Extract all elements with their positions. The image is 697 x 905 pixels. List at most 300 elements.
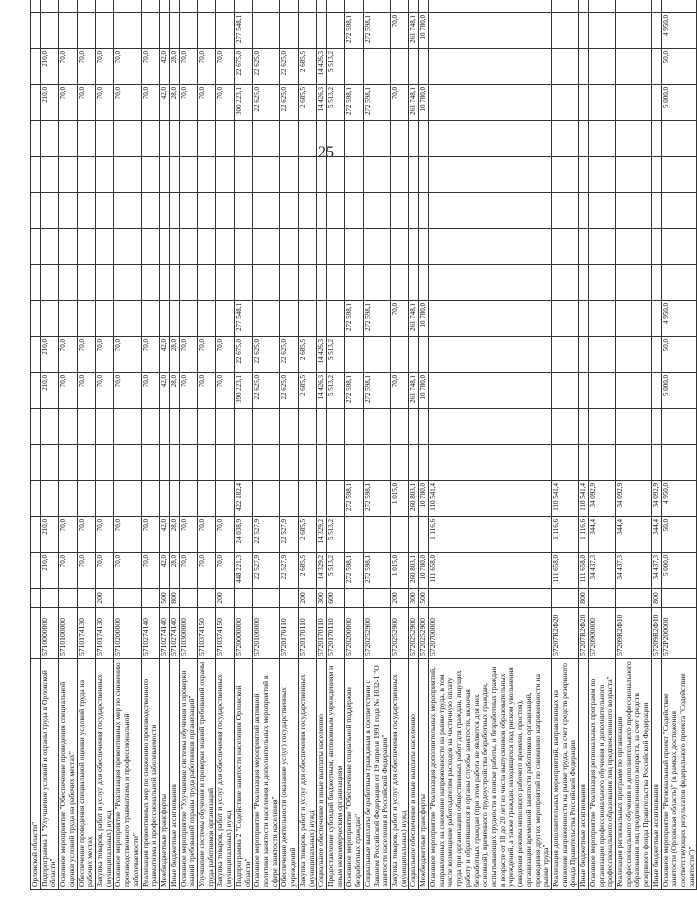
row-amount-cell	[588, 373, 615, 409]
row-amount-cell	[40, 229, 58, 265]
row-code-cell: 5710100000	[59, 608, 77, 659]
row-code-cell: 5710274140	[169, 608, 179, 659]
row-amount-cell: 34 092,9	[616, 481, 652, 517]
row-amount-cell: 272 598,1	[345, 373, 363, 409]
row-amount-cell	[114, 13, 141, 49]
row-amount-cell: 70,0	[114, 49, 141, 85]
row-amount-cell	[141, 445, 159, 481]
row-amount-cell	[651, 193, 661, 229]
row-amount-cell	[419, 409, 429, 445]
row-amount-cell: 22 625,0	[253, 373, 280, 409]
row-amount-cell	[114, 193, 141, 229]
row-amount-cell	[59, 121, 77, 157]
row-code-cell: 5710374150	[197, 608, 215, 659]
row-amount-cell	[141, 0, 159, 13]
row-amount-cell: 22 527,9	[253, 517, 280, 553]
row-amount-cell	[419, 337, 429, 373]
row-amount-cell	[616, 373, 652, 409]
row-amount-cell	[169, 0, 179, 13]
row-amount-cell: 22 625,0	[253, 49, 280, 85]
row-amount-cell	[31, 229, 41, 265]
row-vr-cell	[77, 589, 95, 608]
row-amount-cell	[31, 0, 41, 13]
table-row	[141, 0, 159, 890]
row-amount-cell	[160, 157, 170, 193]
row-amount-cell	[651, 409, 661, 445]
row-amount-cell	[179, 301, 197, 337]
row-amount-cell: 70,0	[216, 553, 234, 589]
row-amount-cell	[197, 229, 215, 265]
row-amount-cell: 277 548,1	[234, 13, 252, 49]
row-name-cell: Социальное обеспечение и иные выплаты населению	[409, 659, 419, 890]
row-amount-cell: 111 658,0	[579, 553, 589, 589]
row-amount-cell	[77, 121, 95, 157]
row-amount-cell: 272 598,1	[363, 85, 390, 121]
row-amount-cell	[428, 0, 551, 13]
row-amount-cell	[31, 49, 41, 85]
row-amount-cell	[409, 193, 419, 229]
row-amount-cell: 272 598,1	[363, 301, 390, 337]
row-amount-cell	[551, 193, 578, 229]
row-amount-cell	[651, 157, 661, 193]
row-amount-cell	[141, 193, 159, 229]
row-amount-cell: 14 329,2	[317, 517, 327, 553]
row-amount-cell	[160, 265, 170, 301]
row-amount-cell	[216, 445, 234, 481]
row-amount-cell: 390 223,1	[234, 373, 252, 409]
row-amount-cell	[409, 49, 419, 85]
table-row	[661, 0, 697, 890]
row-amount-cell	[31, 409, 41, 445]
row-amount-cell	[551, 85, 578, 121]
budget-table-body	[31, 0, 697, 890]
row-amount-cell: 1 116,6	[579, 517, 589, 553]
row-amount-cell: 42,0	[160, 85, 170, 121]
row-amount-cell	[579, 13, 589, 49]
row-amount-cell: 22 527,9	[280, 553, 298, 589]
row-amount-cell	[551, 13, 578, 49]
row-amount-cell	[588, 157, 615, 193]
row-amount-cell: 70,0	[141, 517, 159, 553]
row-amount-cell	[428, 121, 551, 157]
row-amount-cell: 22 625,0	[253, 337, 280, 373]
row-amount-cell	[419, 265, 429, 301]
row-amount-cell: 70,0	[59, 337, 77, 373]
row-amount-cell	[661, 193, 697, 229]
row-amount-cell	[363, 49, 390, 85]
row-amount-cell: 34 437,3	[651, 553, 661, 589]
row-amount-cell: 5 513,2	[327, 49, 345, 85]
row-amount-cell	[391, 49, 409, 85]
row-amount-cell: 70,0	[96, 337, 114, 373]
row-amount-cell	[327, 13, 345, 49]
row-name-cell: Основное мероприятие "Реализация превентивных мер по снижению производственного травматизма и профессиональной заболеваемости"	[114, 659, 141, 890]
row-amount-cell: 14 329,2	[317, 553, 327, 589]
row-amount-cell	[551, 0, 578, 13]
row-amount-cell: 5 513,2	[327, 337, 345, 373]
row-amount-cell: 70,0	[179, 517, 197, 553]
row-amount-cell: 272 598,1	[345, 481, 363, 517]
row-amount-cell	[280, 481, 298, 517]
row-amount-cell	[428, 373, 551, 409]
row-amount-cell	[363, 337, 390, 373]
row-amount-cell	[114, 157, 141, 193]
table-row	[234, 0, 252, 890]
row-amount-cell	[114, 445, 141, 481]
row-name-cell: Орловской области"	[31, 659, 41, 890]
row-amount-cell	[169, 157, 179, 193]
row-amount-cell	[588, 193, 615, 229]
row-amount-cell	[169, 193, 179, 229]
row-name-cell: Реализация региональных программ по организации профессионального обучения и дополнительного профессионального образования лиц предпенсионного возраста, за счет средств резервного фонда Правительства Российской Федерации	[616, 659, 652, 890]
row-amount-cell: 261 748,1	[409, 373, 419, 409]
row-amount-cell: 70,0	[114, 517, 141, 553]
row-name-cell: Основное мероприятие "Реализация мероприятий активной политики занятости населения и дополнительных мероприятий в сфере занятости населения"	[253, 659, 280, 890]
row-amount-cell	[216, 301, 234, 337]
row-amount-cell	[234, 229, 252, 265]
row-amount-cell: 272 598,1	[363, 481, 390, 517]
row-amount-cell	[253, 265, 280, 301]
table-row	[96, 0, 114, 890]
row-amount-cell: 272 598,1	[363, 13, 390, 49]
row-amount-cell	[31, 517, 41, 553]
row-amount-cell: 344,4	[588, 517, 615, 553]
row-amount-cell	[651, 265, 661, 301]
row-amount-cell: 28,0	[169, 337, 179, 373]
row-amount-cell	[551, 373, 578, 409]
page-number: 25	[318, 144, 334, 161]
row-amount-cell: 210,0	[40, 337, 58, 373]
row-amount-cell	[197, 121, 215, 157]
row-vr-cell	[114, 589, 141, 608]
row-amount-cell: 70,0	[216, 49, 234, 85]
row-amount-cell	[77, 481, 95, 517]
row-name-cell: Реализация превентивных мер по снижению производственного травматизма и профессиональной заболеваемости	[141, 659, 159, 890]
row-amount-cell: 34 437,3	[616, 553, 652, 589]
row-amount-cell	[391, 229, 409, 265]
row-name-cell: Основное мероприятие "Обеспечение социальной поддержки безработных граждан"	[345, 659, 363, 890]
row-code-cell: 5710300000	[179, 608, 197, 659]
row-amount-cell	[197, 481, 215, 517]
row-amount-cell	[317, 229, 327, 265]
row-amount-cell	[428, 409, 551, 445]
row-amount-cell	[253, 409, 280, 445]
row-amount-cell	[317, 0, 327, 13]
row-amount-cell	[298, 301, 316, 337]
row-amount-cell	[551, 121, 578, 157]
row-amount-cell	[327, 301, 345, 337]
row-amount-cell: 272 598,1	[345, 13, 363, 49]
row-amount-cell	[551, 337, 578, 373]
row-amount-cell: 5 000,0	[661, 553, 697, 589]
row-vr-cell	[59, 589, 77, 608]
row-amount-cell: 22 675,0	[234, 49, 252, 85]
row-amount-cell: 34 437,3	[588, 553, 615, 589]
row-name-cell: Закупка товаров, работ и услуг для обеспечения государственных (муниципальных) нужд	[96, 659, 114, 890]
row-amount-cell	[651, 373, 661, 409]
row-amount-cell	[588, 85, 615, 121]
row-amount-cell	[40, 445, 58, 481]
row-amount-cell	[363, 193, 390, 229]
row-amount-cell: 22 625,0	[280, 85, 298, 121]
table-row	[216, 0, 234, 890]
row-amount-cell	[616, 0, 652, 13]
row-amount-cell	[40, 121, 58, 157]
row-amount-cell	[363, 445, 390, 481]
row-amount-cell	[160, 229, 170, 265]
row-amount-cell	[77, 265, 95, 301]
row-amount-cell	[409, 337, 419, 373]
row-name-cell: Обеспечение деятельности (оказание услуг) государственных учреждений	[280, 659, 298, 890]
row-amount-cell	[616, 301, 652, 337]
row-amount-cell	[40, 265, 58, 301]
row-vr-cell: 800	[169, 589, 179, 608]
row-vr-cell	[661, 589, 697, 608]
row-amount-cell: 70,0	[391, 301, 409, 337]
row-amount-cell	[40, 193, 58, 229]
row-vr-cell	[428, 589, 551, 608]
row-amount-cell	[169, 265, 179, 301]
row-amount-cell	[391, 517, 409, 553]
table-row	[197, 0, 215, 890]
row-amount-cell: 42,0	[160, 337, 170, 373]
row-amount-cell	[428, 85, 551, 121]
row-amount-cell	[280, 229, 298, 265]
row-amount-cell: 70,0	[96, 49, 114, 85]
row-amount-cell	[327, 409, 345, 445]
table-row	[428, 0, 551, 890]
row-amount-cell: 70,0	[197, 517, 215, 553]
row-amount-cell	[579, 157, 589, 193]
row-amount-cell	[59, 409, 77, 445]
row-amount-cell	[169, 229, 179, 265]
row-amount-cell	[77, 301, 95, 337]
row-amount-cell	[160, 301, 170, 337]
row-amount-cell: 70,0	[96, 553, 114, 589]
row-amount-cell	[179, 409, 197, 445]
budget-table	[30, 0, 697, 890]
row-amount-cell: 70,0	[391, 13, 409, 49]
table-row	[551, 0, 578, 890]
table-row	[616, 0, 652, 890]
row-name-cell: Предоставление субсидий бюджетным, автономным учреждениям и иным некоммерческим организациям	[327, 659, 345, 890]
row-code-cell: 5710174130	[77, 608, 95, 659]
row-amount-cell: 210,0	[40, 517, 58, 553]
row-amount-cell	[317, 445, 327, 481]
row-amount-cell	[141, 121, 159, 157]
row-amount-cell: 70,0	[114, 337, 141, 373]
row-amount-cell	[616, 265, 652, 301]
row-amount-cell: 1 116,6	[428, 517, 551, 553]
row-vr-cell	[363, 589, 390, 608]
table-row	[579, 0, 589, 890]
row-amount-cell	[298, 409, 316, 445]
row-amount-cell	[651, 445, 661, 481]
row-amount-cell	[579, 265, 589, 301]
row-amount-cell	[31, 13, 41, 49]
row-amount-cell: 14 426,3	[317, 85, 327, 121]
row-amount-cell: 70,0	[96, 373, 114, 409]
table-row	[253, 0, 280, 890]
row-name-cell: Закупка товаров, работ и услуг для обеспечения государственных (муниципальных) нужд	[391, 659, 409, 890]
row-amount-cell	[419, 121, 429, 157]
row-amount-cell	[280, 409, 298, 445]
row-amount-cell: 70,0	[77, 49, 95, 85]
table-row	[345, 0, 363, 890]
row-amount-cell	[428, 49, 551, 85]
table-row	[327, 0, 345, 890]
row-amount-cell	[77, 193, 95, 229]
row-amount-cell	[579, 373, 589, 409]
row-amount-cell	[327, 229, 345, 265]
row-amount-cell	[298, 121, 316, 157]
row-amount-cell	[31, 445, 41, 481]
table-row	[651, 0, 661, 890]
row-amount-cell: 50,0	[661, 337, 697, 373]
row-amount-cell	[661, 409, 697, 445]
row-amount-cell	[253, 0, 280, 13]
row-amount-cell	[409, 265, 419, 301]
row-amount-cell	[253, 157, 280, 193]
row-amount-cell	[280, 0, 298, 13]
row-amount-cell	[616, 49, 652, 85]
row-vr-cell	[234, 589, 252, 608]
row-code-cell: 5720170110	[317, 608, 327, 659]
row-name-cell: Иные бюджетные ассигнования	[169, 659, 179, 890]
row-amount-cell	[616, 193, 652, 229]
row-amount-cell	[317, 301, 327, 337]
row-amount-cell	[551, 445, 578, 481]
row-amount-cell: 70,0	[114, 85, 141, 121]
row-amount-cell: 70,0	[59, 553, 77, 589]
row-name-cell: Иные бюджетные ассигнования	[651, 659, 661, 890]
row-amount-cell	[160, 13, 170, 49]
budget-table-sheet	[30, 15, 696, 890]
row-amount-cell	[31, 301, 41, 337]
row-amount-cell	[345, 229, 363, 265]
row-amount-cell: 70,0	[391, 373, 409, 409]
row-amount-cell: 70,0	[77, 517, 95, 553]
row-amount-cell	[419, 445, 429, 481]
row-amount-cell	[391, 337, 409, 373]
row-name-cell: Закупка товаров, работ и услуг для обеспечения государственных (муниципальных) нужд	[216, 659, 234, 890]
row-amount-cell	[179, 0, 197, 13]
row-amount-cell	[298, 265, 316, 301]
table-row	[298, 0, 316, 890]
row-amount-cell: 277 548,1	[234, 301, 252, 337]
row-amount-cell	[327, 265, 345, 301]
row-amount-cell	[661, 157, 697, 193]
row-amount-cell: 272 598,1	[345, 301, 363, 337]
row-amount-cell	[59, 445, 77, 481]
row-amount-cell	[661, 265, 697, 301]
row-amount-cell: 70,0	[77, 337, 95, 373]
row-amount-cell	[197, 193, 215, 229]
row-amount-cell	[253, 13, 280, 49]
row-amount-cell	[216, 0, 234, 13]
table-row	[280, 0, 298, 890]
row-amount-cell: 28,0	[169, 517, 179, 553]
row-amount-cell: 22 527,9	[280, 517, 298, 553]
row-amount-cell	[31, 193, 41, 229]
row-amount-cell	[428, 157, 551, 193]
row-amount-cell: 70,0	[114, 553, 141, 589]
row-amount-cell: 2 685,5	[298, 49, 316, 85]
row-amount-cell	[234, 157, 252, 193]
row-code-cell: 5720252900	[391, 608, 409, 659]
row-name-cell: Реализация дополнительных мероприятий, направленных на снижение напряженности на рынке труда, за счет средств резервного фонда Правительства Российской Федерации	[551, 659, 578, 890]
row-amount-cell	[345, 445, 363, 481]
row-amount-cell	[588, 409, 615, 445]
row-amount-cell	[579, 85, 589, 121]
row-amount-cell	[327, 157, 345, 193]
row-amount-cell	[40, 481, 58, 517]
row-amount-cell: 22 675,0	[234, 337, 252, 373]
row-amount-cell: 272 598,1	[345, 85, 363, 121]
row-amount-cell	[31, 157, 41, 193]
row-amount-cell: 22 625,0	[280, 337, 298, 373]
row-amount-cell	[428, 193, 551, 229]
row-amount-cell	[327, 193, 345, 229]
row-amount-cell	[31, 85, 41, 121]
row-amount-cell: 70,0	[179, 337, 197, 373]
row-amount-cell: 70,0	[216, 373, 234, 409]
row-amount-cell	[141, 157, 159, 193]
row-amount-cell	[298, 157, 316, 193]
row-amount-cell	[317, 13, 327, 49]
row-amount-cell	[327, 0, 345, 13]
row-amount-cell	[160, 0, 170, 13]
row-amount-cell: 70,0	[179, 85, 197, 121]
row-name-cell: Основное мероприятие "Улучшение системы обучения и проверки знаний требований охраны труда работников организаций"	[179, 659, 197, 890]
row-amount-cell	[160, 193, 170, 229]
row-amount-cell	[77, 229, 95, 265]
row-amount-cell	[391, 157, 409, 193]
row-amount-cell	[363, 265, 390, 301]
row-amount-cell	[216, 13, 234, 49]
row-amount-cell	[96, 409, 114, 445]
row-amount-cell	[661, 0, 697, 13]
row-code-cell: 57207R2Ф20	[579, 608, 589, 659]
row-amount-cell	[298, 481, 316, 517]
row-amount-cell	[234, 121, 252, 157]
row-amount-cell	[253, 445, 280, 481]
row-amount-cell	[280, 265, 298, 301]
row-amount-cell	[327, 481, 345, 517]
row-amount-cell	[253, 481, 280, 517]
row-amount-cell: 70,0	[77, 373, 95, 409]
row-vr-cell	[141, 589, 159, 608]
row-amount-cell: 448 221,3	[234, 553, 252, 589]
row-amount-cell	[114, 229, 141, 265]
row-amount-cell: 2 685,5	[298, 85, 316, 121]
row-amount-cell: 70,0	[141, 553, 159, 589]
row-amount-cell	[345, 193, 363, 229]
row-amount-cell	[428, 301, 551, 337]
row-amount-cell: 4 950,0	[661, 481, 697, 517]
row-amount-cell	[363, 157, 390, 193]
row-name-cell: Подпрограмма 1 "Улучшение условий и охраны труда в Орловской области"	[40, 659, 58, 890]
row-amount-cell: 70,0	[197, 553, 215, 589]
row-amount-cell	[141, 409, 159, 445]
row-amount-cell: 210,0	[40, 85, 58, 121]
row-amount-cell: 261 748,1	[409, 301, 419, 337]
row-amount-cell	[169, 481, 179, 517]
row-amount-cell: 70,0	[216, 85, 234, 121]
row-amount-cell	[234, 445, 252, 481]
row-amount-cell	[77, 445, 95, 481]
row-amount-cell	[96, 445, 114, 481]
